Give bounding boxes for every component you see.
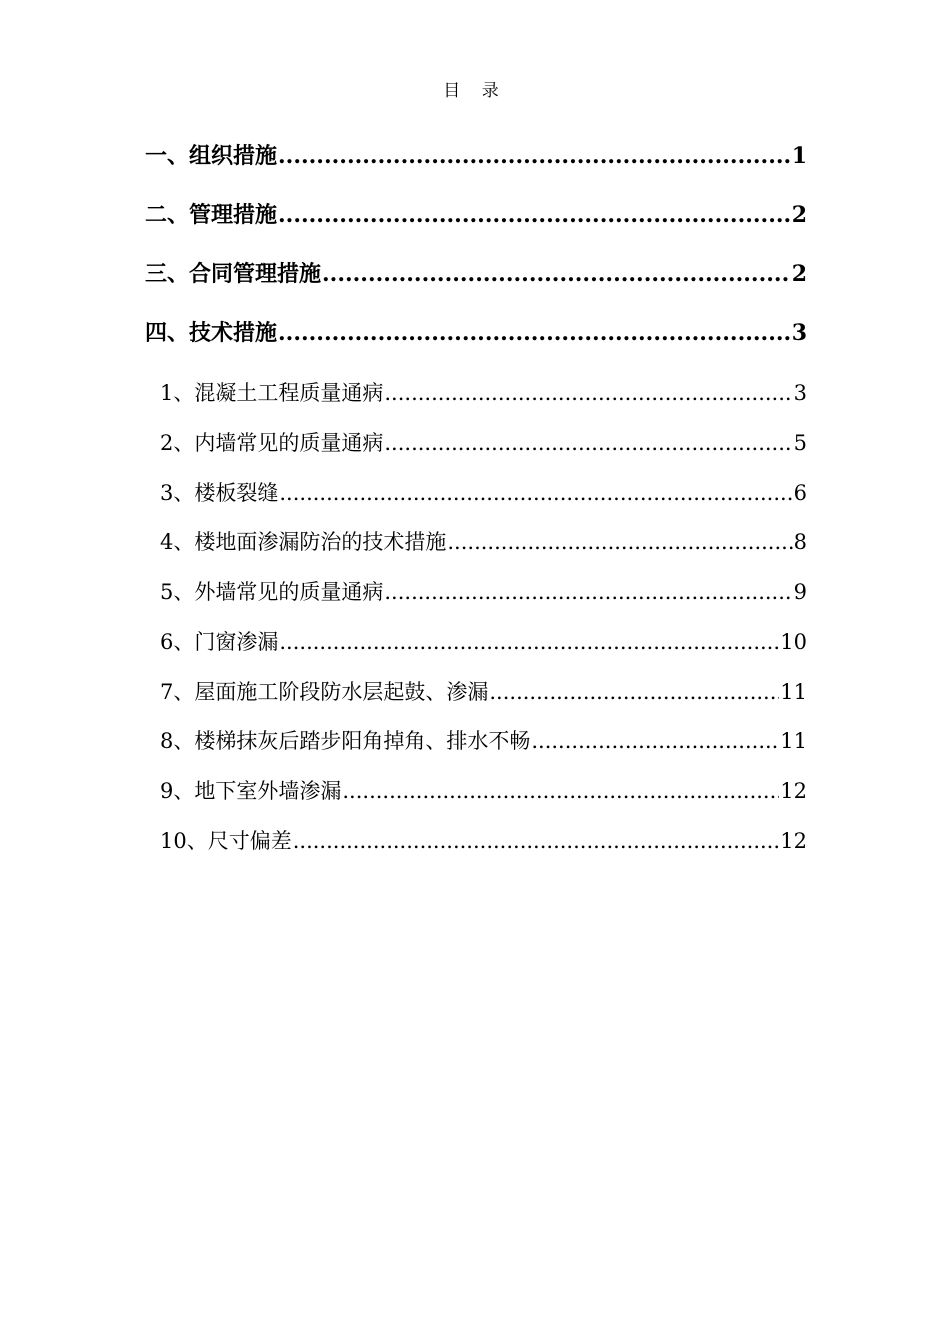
toc-subentry[interactable] [160,676,807,708]
toc-entry-page: 3 [791,320,807,346]
dot-leader [384,576,792,608]
toc-entry-label: 二、管理措施 [145,202,278,228]
toc-entry-label: 三、合同管理措施 [145,261,322,287]
toc-entry-label: 2、内墙常见的质量通病 [160,431,384,455]
dot-leader [278,140,791,172]
dot-leader [279,477,792,509]
dot-leader [531,725,779,757]
toc-entry-page: 12 [780,779,807,803]
toc-subentry[interactable] [160,427,807,459]
toc-entry[interactable] [145,258,807,290]
toc-entry-label: 10、尺寸偏差 [160,829,292,853]
toc-subentry[interactable] [160,725,807,757]
toc-entry-label: 1、混凝土工程质量通病 [160,381,384,405]
toc-entry-label: 5、外墙常见的质量通病 [160,580,384,604]
toc-entry[interactable] [145,317,807,349]
dot-leader [384,377,792,409]
toc-subentry[interactable] [160,576,807,608]
dot-leader [342,775,779,807]
toc-entry-page: 2 [791,261,807,287]
dot-leader [293,825,780,857]
toc-entry-label: 一、组织措施 [145,143,278,169]
toc-subentry[interactable] [160,477,807,509]
dot-leader [322,258,791,290]
toc-entry-label: 3、楼板裂缝 [160,481,279,505]
toc-entry[interactable] [145,140,807,172]
toc-entry[interactable] [145,199,807,231]
toc-entry-label: 6、门窗渗漏 [160,630,279,654]
toc-subentry[interactable] [160,526,807,558]
toc-entry-page: 12 [780,829,807,853]
toc-subentry[interactable] [160,626,807,658]
toc-title: 目 录 [443,81,507,101]
toc-entry-page: 1 [791,143,807,169]
toc-entry-label: 7、屋面施工阶段防水层起鼓、渗漏 [160,680,489,704]
dot-leader [447,526,792,558]
toc-entry-label: 四、技术措施 [145,320,278,346]
toc-subentry[interactable] [160,825,807,857]
toc-entry-page: 6 [793,481,807,505]
toc-entry-page: 9 [793,580,807,604]
dot-leader [278,317,791,349]
dot-leader [278,199,791,231]
toc-subentry[interactable] [160,775,807,807]
toc-entry-page: 11 [780,729,807,753]
toc-subentry[interactable] [160,377,807,409]
toc-entry-label: 8、楼梯抹灰后踏步阳角掉角、排水不畅 [160,729,531,753]
toc-entry-page: 11 [780,680,807,704]
dot-leader [384,427,792,459]
dot-leader [279,626,779,658]
dot-leader [489,676,779,708]
toc-entry-page: 8 [793,530,807,554]
toc-entry-page: 3 [793,381,807,405]
toc-entry-page: 10 [780,630,807,654]
toc-entry-page: 5 [793,431,807,455]
toc-entry-page: 2 [791,202,807,228]
toc-entry-label: 4、楼地面渗漏防治的技术措施 [160,530,447,554]
toc-entry-label: 9、地下室外墙渗漏 [160,779,342,803]
